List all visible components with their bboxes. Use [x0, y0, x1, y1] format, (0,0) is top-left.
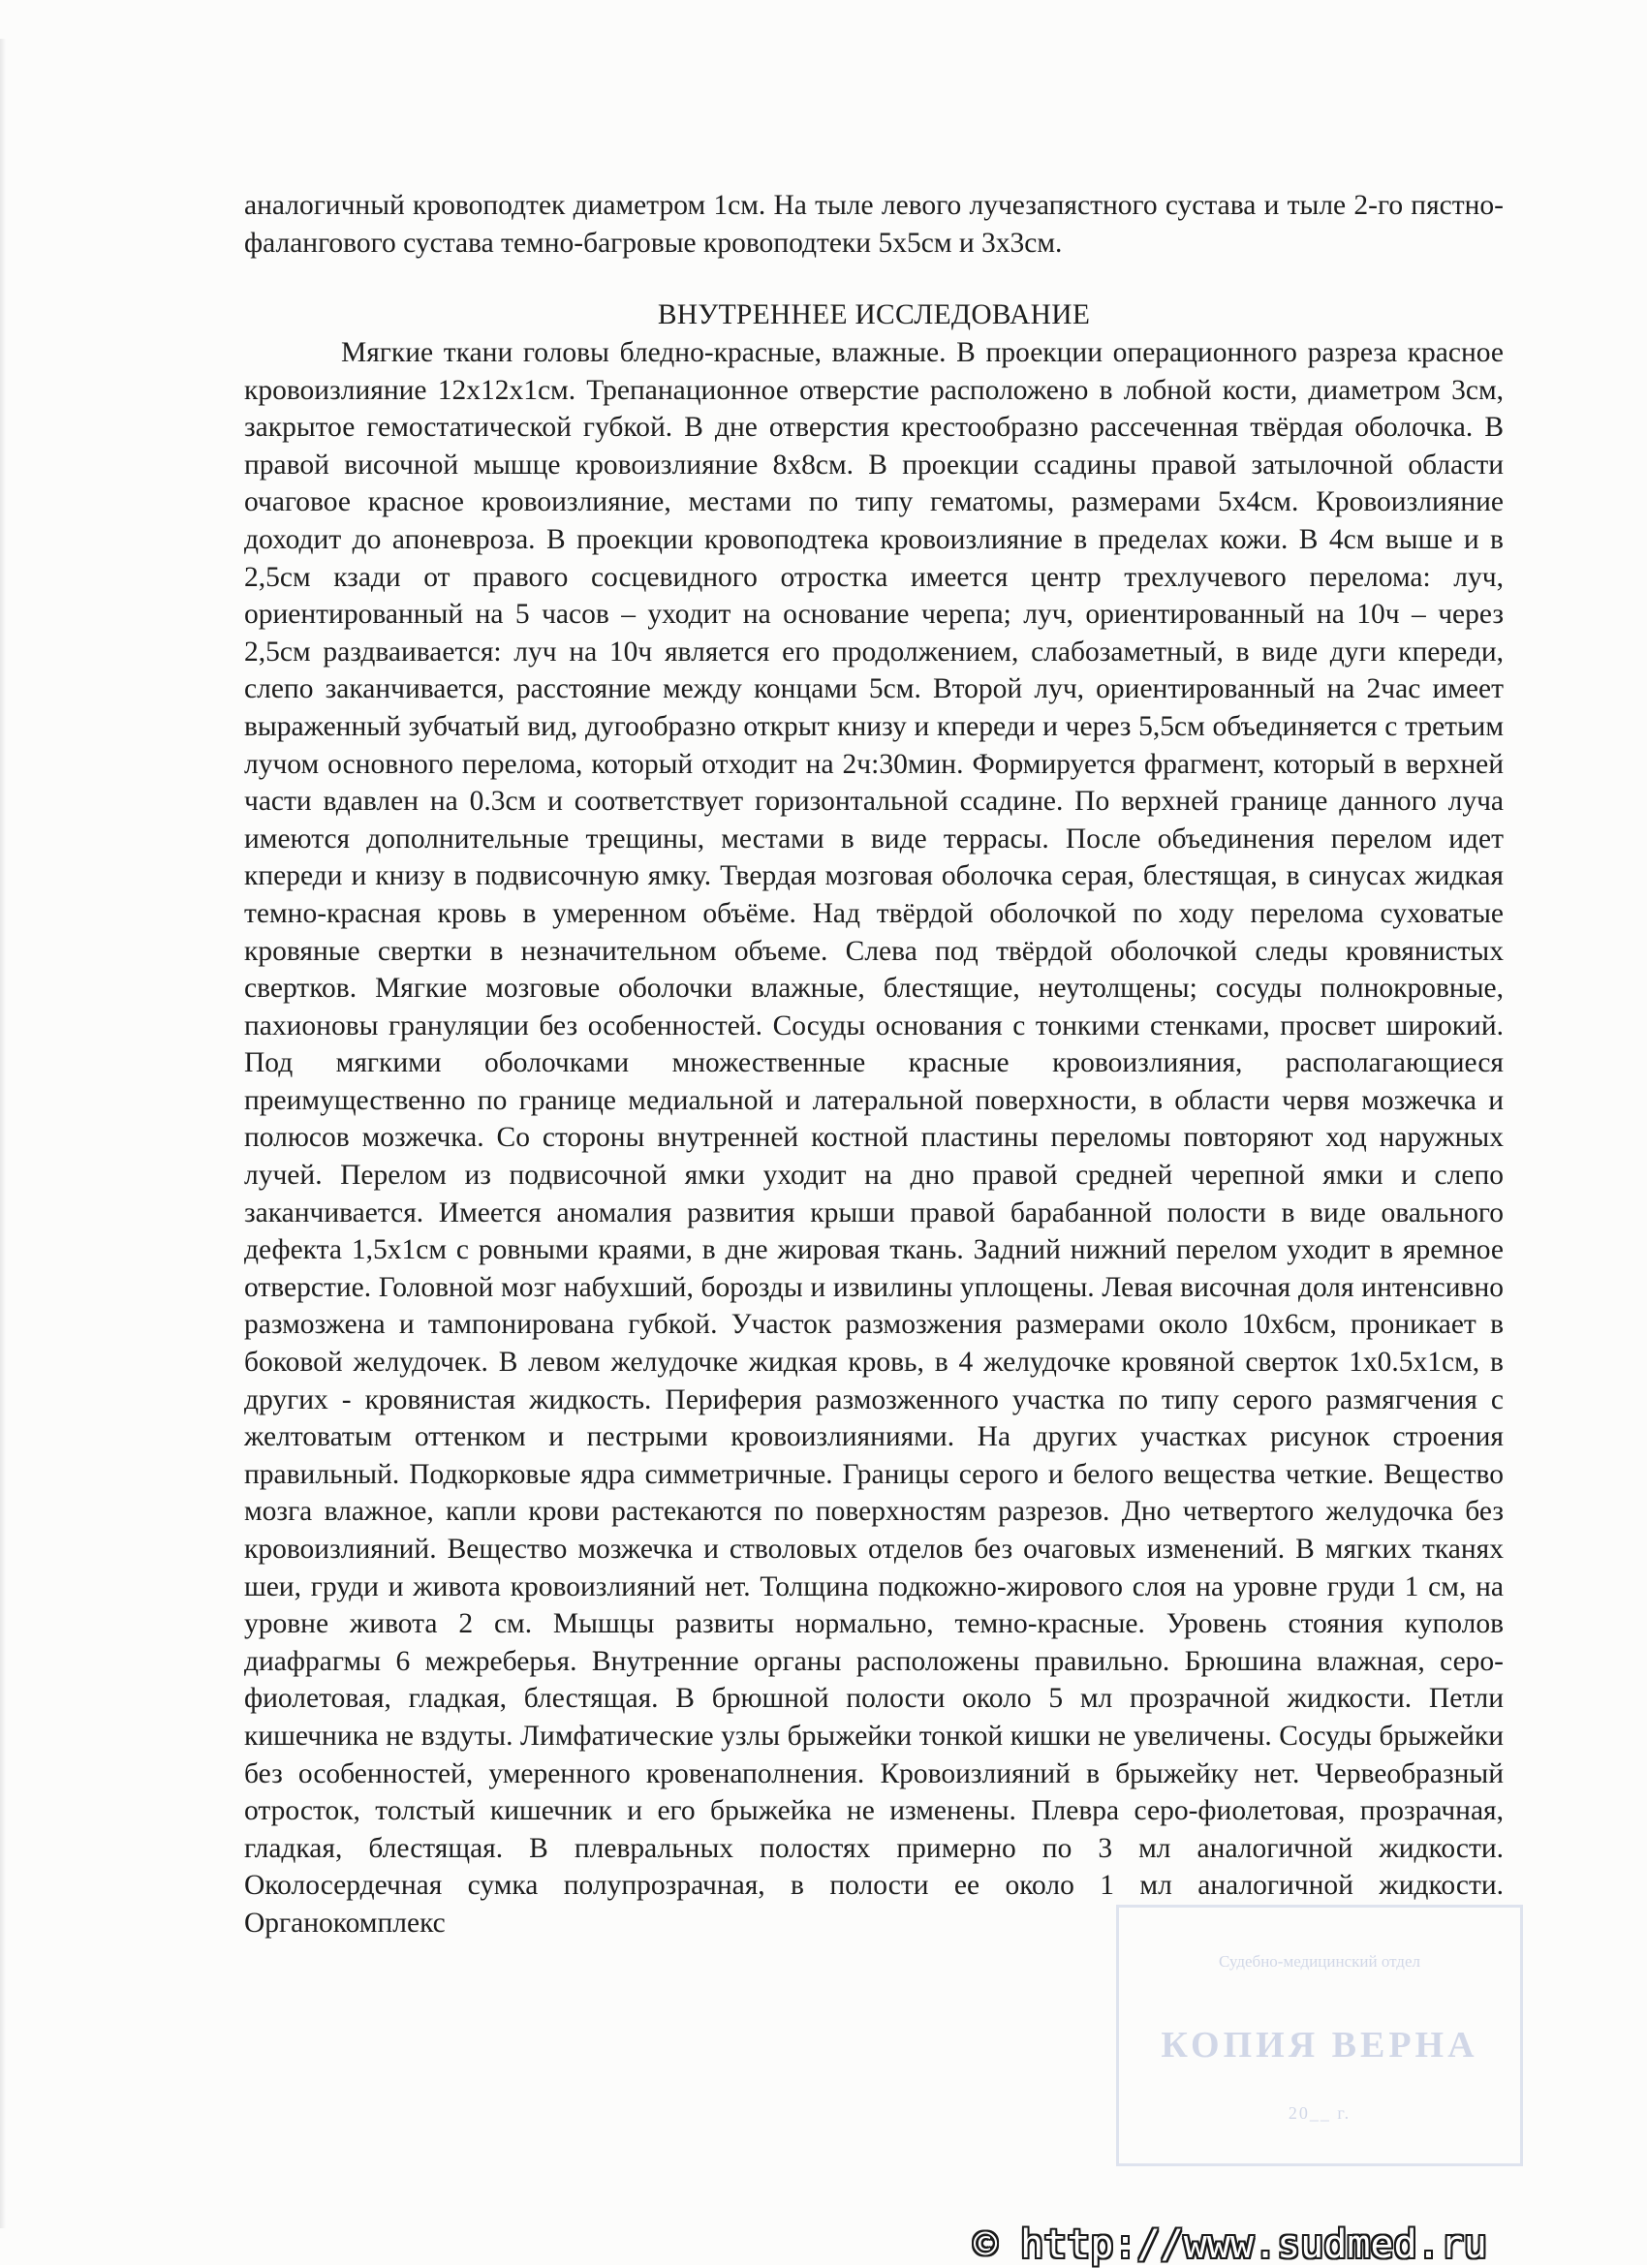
main-text: Мягкие ткани головы бледно-красные, влажные. В проекции операционного разреза красное кровоизлияние 12х12х1см. Трепанационное отверстие расположено в лобной кости, диаметром 3см, закрытое гемостатической губкой. В дне отверстия крестообразно рассеченная твёрдая оболочка. В правой височной мышце кровоизлияние 8х8см. В проекции ссадины правой затылочной области очаговое красное кровоизлияние, местами по типу гематомы, размерами 5х4см. Кровоизлияние доходит до апоневроза. В проекции кровоподтека кровоизлияние в пределах кожи. В 4см выше и в 2,5см кзади от правого сосцевидного отростка имеется центр трехлучевого перелома: луч, ориентированный на 5 часов – уходит на основание черепа; луч, ориентированный на 10ч – через 2,5см раздваивается: луч на 10ч является его продолжением, слабозаметный, в виде дуги кпереди, слепо заканчивается, расстояние между концами 5см. Второй луч, ориентированный на 2час имеет выраженный зубчатый вид, дугообразно открыт книзу и кпереди и через 5,5см объединяется с третьим лучом основного перелома, который отходит на 2ч:30мин. Формируется фрагмент, который в верхней части вдавлен на 0.3см и соответствует горизонтальной ссадине. По верхней границе данного луча имеются дополнительные трещины, местами в виде террасы. После объединения перелом идет кпереди и книзу в подвисочную ямку. Твердая мозговая оболочка серая, блестящая, в синусах жидкая темно-красная кровь в умеренном объёме. Над твёрдой оболочкой по ходу перелома суховатые кровяные свертки в незначительном объеме. Слева под твёрдой оболочкой следы кровянистых свертков. Мягкие мозговые оболочки влажные, блестящие, неутолщены; сосуды полнокровные, пахионовы грануляции без особенностей. Сосуды основания с тонкими стенками, просвет широкий. Под мягкими оболочками множественные красные кровоизлияния, располагающиеся преимущественно по границе медиальной и латеральной поверхности, в области червя мозжечка и полюсов мозжечка. Со стороны внутренней костной пластины переломы повторяют ход наружных лучей. Перелом из подвисочной ямки уходит на дно правой средней черепной ямки и слепо заканчивается. Имеется аномалия развития крыши правой барабанной полости в виде овального дефекта 1,5х1см с ровными краями, в дне жировая ткань. Задний нижний перелом уходит в яремное отверстие. Головной мозг набухший, борозды и извилины уплощены. Левая височная доля интенсивно размозжена и тампонирована губкой. Участок размозжения размерами около 10х6см, проникает в боковой желудочек. В левом желудочке жидкая кровь, в 4 желудочке кровяной сверток 1х0.5х1см, в других - кровянистая жидкость. Периферия размозженного участка по типу серого размягчения с желтоватым оттенком и пестрыми кровоизлияниями. На других участках рисунок строения правильный. Подкорковые ядра симметричные. Границы серого и белого вещества четкие. Вещество мозга влажное, капли крови растекаются по поверхностям разрезов. Дно четвертого желудочка без кровоизлияний. Вещество мозжечка и стволовых отделов без очаговых изменений. В мягких тканях шеи, груди и живота кровоизлияний нет. Толщина подкожно-жирового слоя на уровне груди 1 см, на уровне живота 2 см. Мышцы развиты нормально, темно-красные. Уровень стояния куполов диафрагмы 6 межреберья. Внутренние органы расположены правильно. Брюшина влажная, серо-фиолетовая, гладкая, блестящая. В брюшной полости около 5 мл прозрачной жидкости. Петли кишечника не вздуты. Лимфатические узлы брыжейки тонкой кишки не увеличены. Сосуды брыжейки без особенностей, умеренного кровенаполнения. Кровоизлияний в брыжейку нет. Червеобразный отросток, толстый кишечник и его брыжейка не изменены. Плевра серо-фиолетовая, прозрачная, гладкая, блестящая. В плевральных полостях примерно по 3 мл аналогичной жидкости. Околосердечная сумка полупрозрачная, в полости ее около 1 мл аналогичной жидкости. Органокомплекс — [244, 337, 1504, 1939]
stamp-small-text: Судебно-медицинский отдел — [1219, 1952, 1420, 1971]
copy-stamp — [1116, 1905, 1523, 2166]
stamp-date: 20__ г. — [1288, 2103, 1352, 2123]
intro-paragraph — [244, 187, 1504, 262]
stamp-title: КОПИЯ ВЕРНА — [1161, 2025, 1478, 2066]
scan-edge — [0, 39, 6, 2228]
intro-text: аналогичный кровоподтек диаметром 1см. На тыле левого лучезапястного сустава и тыле 2-го пястно-фалангового сустава темно-багровые кровоподтеки 5х5см и 3х3см. — [244, 190, 1504, 259]
section-title: ВНУТРЕННЕЕ ИССЛЕДОВАНИЕ — [657, 299, 1091, 330]
watermark: © http://www.sudmed.ru — [974, 2222, 1487, 2267]
main-paragraph — [244, 334, 1504, 1942]
